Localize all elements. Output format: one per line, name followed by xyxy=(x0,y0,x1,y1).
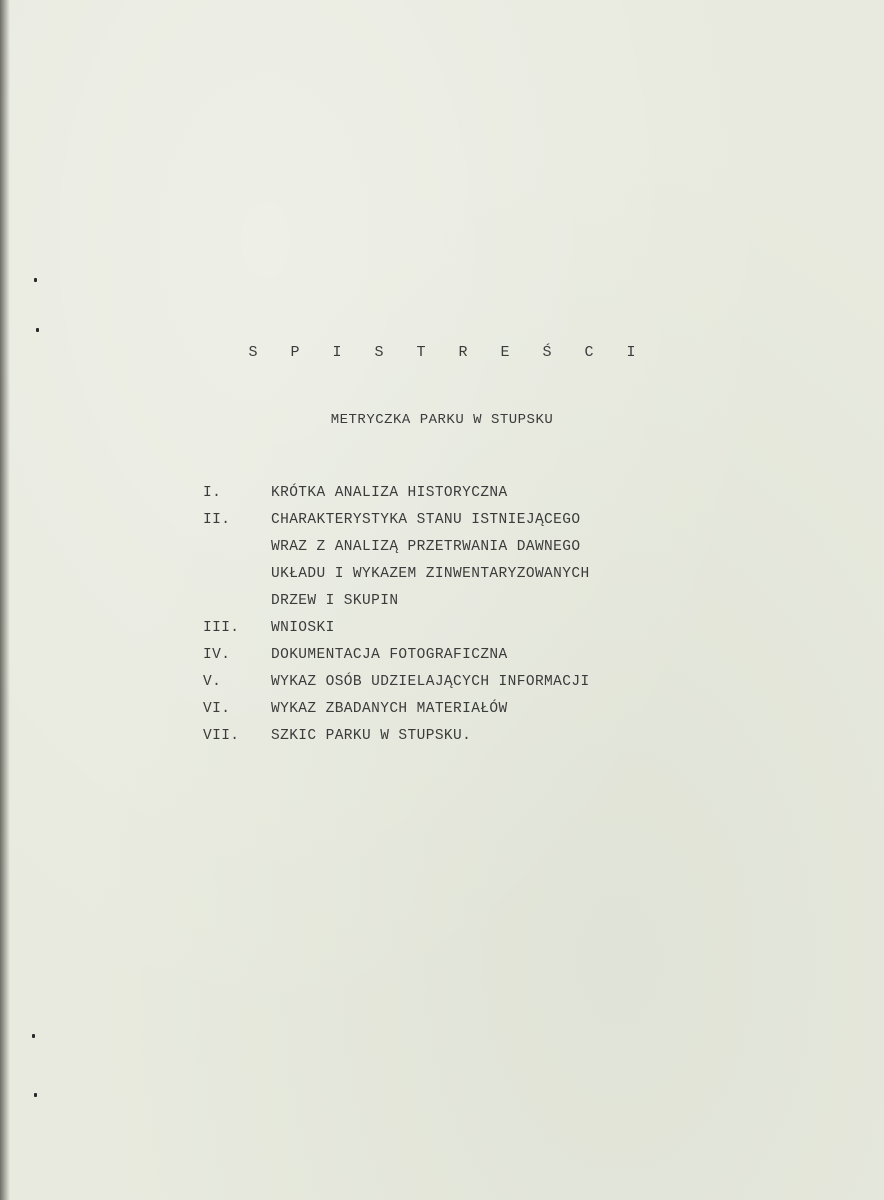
toc-number: VII. xyxy=(203,728,240,744)
toc-text: WYKAZ OSÓB UDZIELAJĄCYCH INFORMACJI xyxy=(271,674,590,690)
toc-text: DOKUMENTACJA FOTOGRAFICZNA xyxy=(271,647,508,663)
toc-number: III. xyxy=(203,620,240,636)
page-subtitle: METRYCZKA PARKU W STUPSKU xyxy=(330,412,554,428)
page-edge-shadow xyxy=(0,0,10,1200)
toc-number: V. xyxy=(203,674,222,690)
toc-number: I. xyxy=(203,485,222,501)
toc-item xyxy=(203,507,803,615)
toc-number: II. xyxy=(203,512,231,528)
toc-item xyxy=(203,669,803,696)
page-title: S P I S T R E Ś C I xyxy=(248,344,648,361)
toc-item xyxy=(203,480,803,507)
toc-item xyxy=(203,642,803,669)
toc-text: SZKIC PARKU W STUPSKU. xyxy=(271,728,472,744)
paper-speck xyxy=(36,328,39,332)
toc-number: IV. xyxy=(203,647,231,663)
toc-text: CHARAKTERYSTYKA STANU ISTNIEJĄCEGO WRAZ Z ANALIZĄ PRZETRWANIA DAWNEGO UKŁADU I WYKAZEM ZINWENTARYZOWANYCH DRZEW I SKUPIN xyxy=(271,512,590,609)
paper-speck xyxy=(34,1093,37,1097)
toc-number: VI. xyxy=(203,701,231,717)
toc-item xyxy=(203,723,803,750)
toc-item xyxy=(203,696,803,723)
paper-speck xyxy=(32,1034,35,1038)
table-of-contents xyxy=(203,480,803,750)
toc-text: WNIOSKI xyxy=(271,620,335,636)
paper-speck xyxy=(34,278,37,282)
toc-text: KRÓTKA ANALIZA HISTORYCZNA xyxy=(271,485,508,501)
toc-item xyxy=(203,615,803,642)
toc-text: WYKAZ ZBADANYCH MATERIAŁÓW xyxy=(271,701,508,717)
